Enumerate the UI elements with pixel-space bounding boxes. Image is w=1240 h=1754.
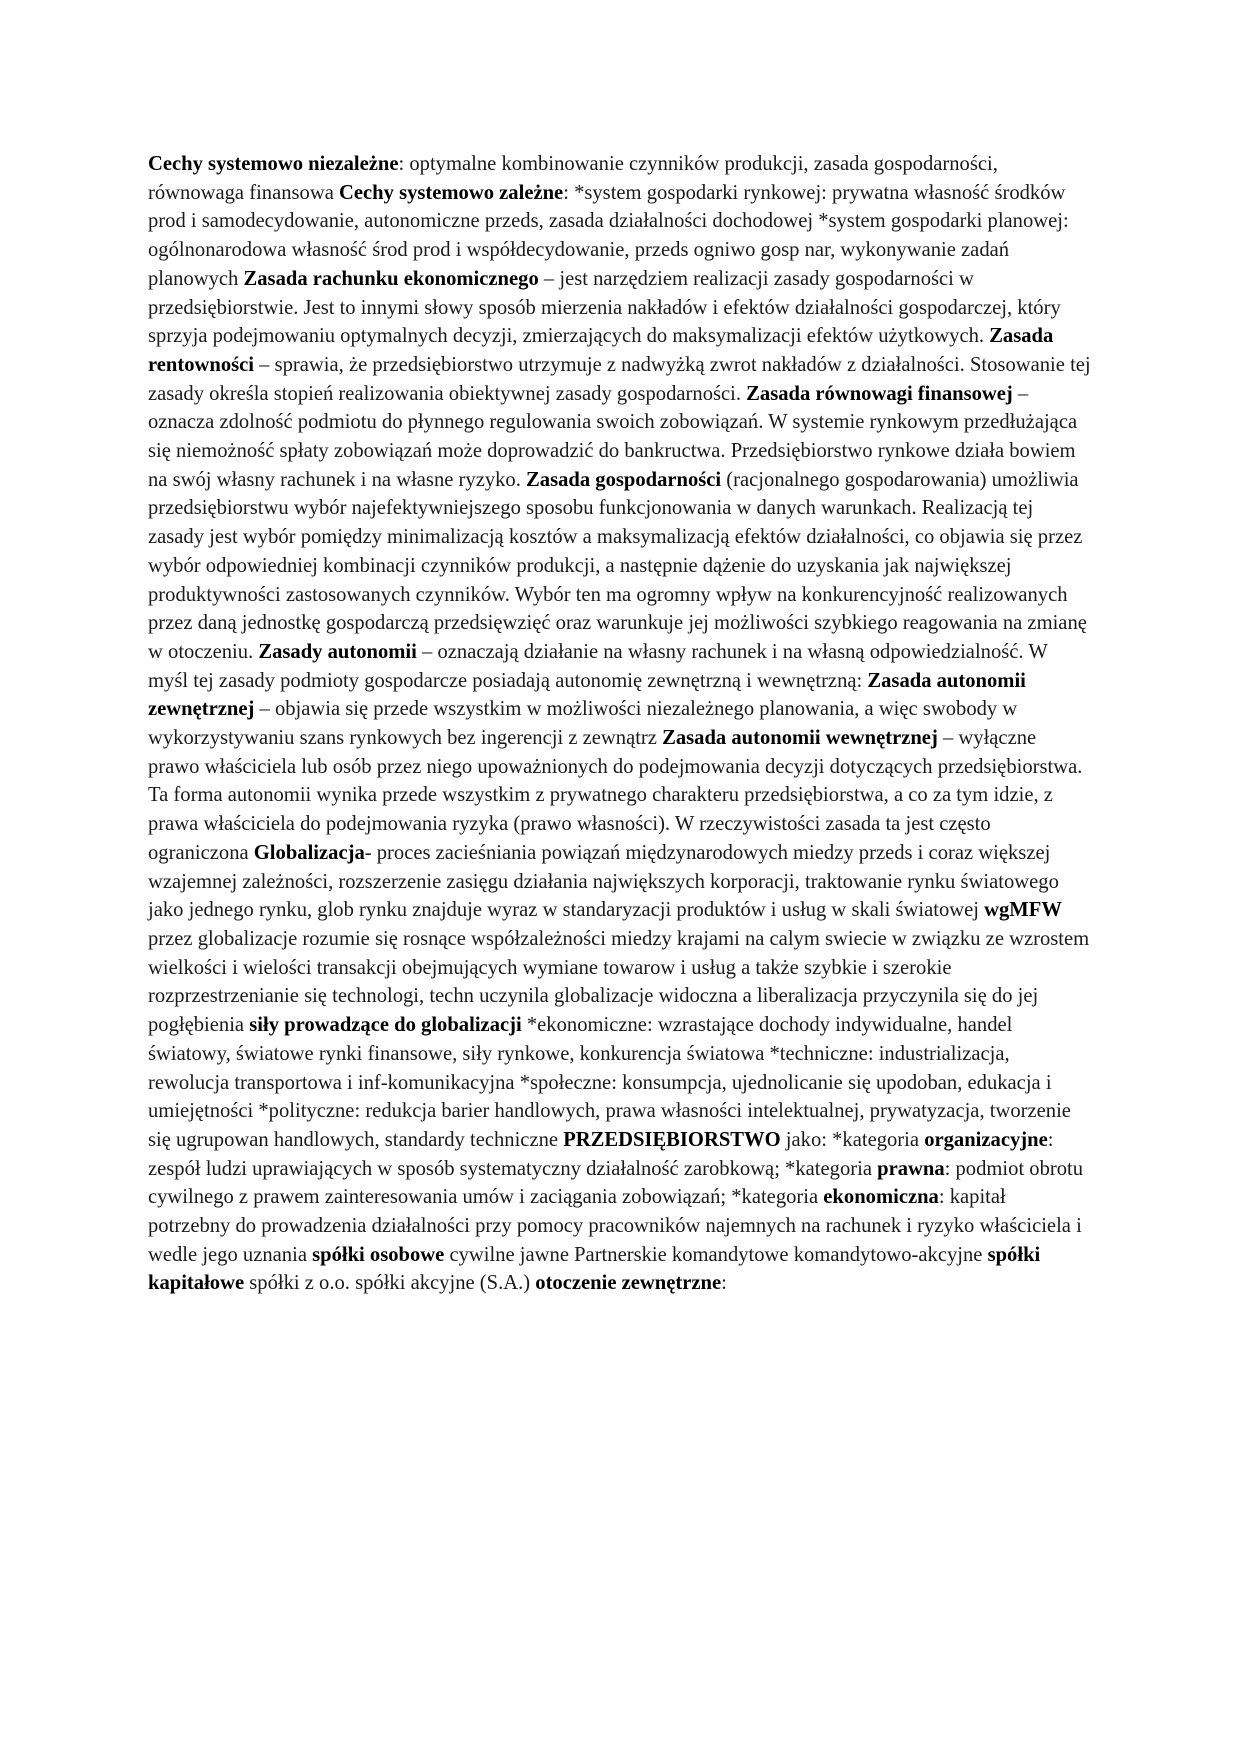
body-text-run: : optymalne kombinowanie czynników produkcji, zasada gospodarności, równowaga finansowa bbox=[148, 153, 998, 204]
body-text-run: : *system gospodarki rynkowej: prywatna własność środków prod i samodecydowanie, autonomiczne przeds, zasada działalności dochodowej *system gospodarki planowej: ogólnonarodowa własność środ prod i współdecydowanie, przeds ogniwo gosp nar, wykonywanie zadań planowych bbox=[148, 181, 1069, 290]
bold-term: Zasada autonomii zewnętrznej bbox=[148, 669, 1026, 721]
body-text-run: *ekonomiczne: wzrastające dochody indywidualne, handel światowy, światowe rynki finansowe, siły rynkowe, konkurencja światowa *techniczne: industrializacja, rewolucja transportowa i inf-komunikacyjna *społeczne: konsumpcja, ujednolicanie się upodoban, edukacja i umiejętności *polityczne: redukcja barier handlowych, prawa własności intelektualnej, prywatyzacja, tworzenie się ugrupowan handlowych, standardy techniczne bbox=[148, 1014, 1071, 1151]
body-text-run: : podmiot obrotu cywilnego z prawem zainteresowania umów i zaciągania zobowiązań; *kategoria bbox=[148, 1157, 1084, 1209]
bold-term: ekonomiczna bbox=[823, 1186, 939, 1209]
body-text-run: jako: *kategoria bbox=[780, 1128, 925, 1151]
bold-term: siły prowadzące do globalizacji bbox=[249, 1014, 522, 1037]
bold-term: otoczenie zewnętrzne bbox=[535, 1272, 722, 1295]
bold-term: Globalizacja bbox=[253, 841, 365, 864]
body-text-run: - proces zacieśniania powiązań międzynarodowych miedzy przeds i coraz większej wzajemnej zależności, rozszerzenie zasięgu działania największych korporacji, traktowanie rynku światowego jako jednego rynku, glob rynku znajduje wyraz w standaryzacji produktów i usług w skali światowej bbox=[148, 841, 1059, 922]
bold-term: Zasada rachunku ekonomicznego bbox=[243, 267, 539, 290]
body-text-run: (racjonalnego gospodarowania) umożliwia przedsiębiorstwu wybór najefektywniejszego sposobu funkcjonowania w danych warunkach. Realizacją tej zasady jest wybór pomiędzy minimalizacją kosztów a maksymalizacją efektów działalności, co objawia się przez wybór odpowiedniej kombinacji czynników produkcji, a następnie dążenie do uzyskania jak największej produktywności zastosowanych czynników. Wybór ten ma ogromny wpływ na konkurencyjność realizowanych przez daną jednostkę gospodarczą przedsięwzięć oraz warunkuje jej możliwości szybkiego reagowania na zmianę w otoczeniu. bbox=[148, 468, 1087, 663]
bold-term: PRZEDSIĘBIORSTWO bbox=[563, 1128, 781, 1151]
body-text-run: – oznacza zdolność podmiotu do płynnego regulowania swoich zobowiązań. W systemie rynkowym przedłużająca się niemożność spłaty zobowiązań może doprowadzić do bankructwa. Przedsiębiorstwo rynkowe działa bowiem na swój własny rachunek i na własne ryzyko. bbox=[148, 382, 1078, 491]
bold-term: Zasady autonomii bbox=[258, 640, 417, 663]
body-text-run: : zespół ludzi uprawiających w sposób systematyczny działalność zarobkową; *kategoria bbox=[148, 1128, 1054, 1180]
bold-term: spółki kapitałowe bbox=[148, 1243, 1041, 1295]
bold-term: prawna bbox=[877, 1157, 945, 1180]
bold-term: Zasada autonomii wewnętrznej bbox=[662, 727, 938, 750]
bold-term: Cechy systemowo niezależne bbox=[148, 153, 399, 175]
body-text-run: – jest narzędziem realizacji zasady gospodarności w przedsiębiorstwie. Jest to innymi słowy sposób mierzenia nakładów i efektów działalności gospodarczej, który sprzyja podejmowaniu optymalnych decyzji, zmierzających do maksymalizacji efektów użytkowych. bbox=[148, 267, 1061, 348]
body-text-run: przez globalizacje rozumie się rosnące współzależności miedzy krajami na calym swiecie w związku ze wzrostem wielkości i wielości transakcji obejmujących wymiane towarow i usług a także szybkie i szerokie rozprzestrzenianie się technologi, techn uczynila globalizacje widoczna a liberalizacja przyczynila się do jej pogłębienia bbox=[148, 927, 1090, 1037]
body-text-run: – oznaczają działanie na własny rachunek i na własną odpowiedzialność. W myśl tej zasady podmioty gospodarcze posiadają autonomię zewnętrzną i wewnętrzną: bbox=[148, 640, 1048, 692]
bold-term: wgMFW bbox=[984, 899, 1062, 922]
document-body-text bbox=[148, 150, 1092, 1298]
body-text-run: spółki z o.o. spółki akcyjne (S.A.) bbox=[244, 1272, 536, 1295]
body-text-run: – wyłączne prawo właściciela lub osób przez niego upoważnionych do podejmowania decyzji dotyczących przedsiębiorstwa. Ta forma autonomii wynika przede wszystkim z prywatnego charakteru przedsiębiorstwa, a co za tym idzie, z prawa właściciela do podejmowania ryzyka (prawo własności). W rzeczywistości zasada ta jest często ograniczona bbox=[148, 727, 1083, 864]
bold-term: organizacyjne bbox=[924, 1128, 1048, 1151]
bold-term: spółki osobowe bbox=[312, 1243, 445, 1266]
bold-term: Zasada gospodarności bbox=[526, 468, 722, 491]
bold-term: Cechy systemowo zależne bbox=[339, 181, 564, 204]
body-text-run: – sprawia, że przedsiębiorstwo utrzymuje z nadwyżką zwrot nakładów z działalności. Stosowanie tej zasady określa stopień realizowania obiektywnej zasady gospodarności. bbox=[148, 353, 1091, 405]
body-text-run: cywilne jawne Partnerskie komandytowe komandytowo-akcyjne bbox=[444, 1243, 988, 1266]
body-text-run: – objawia się przede wszystkim w możliwości niezależnego planowania, a więc swobody w wykorzystywaniu szans rynkowych bez ingerencji z zewnątrz bbox=[148, 698, 1018, 750]
bold-term: Zasada równowagi finansowej bbox=[746, 382, 1013, 405]
body-text-run: : kapitał potrzebny do prowadzenia działalności przy pomocy pracowników najemnych na rachunek i ryzyko właściciela i wedle jego uznania bbox=[148, 1186, 1082, 1266]
bold-term: Zasada rentowności bbox=[148, 325, 1054, 376]
body-text-run: : bbox=[721, 1272, 727, 1295]
